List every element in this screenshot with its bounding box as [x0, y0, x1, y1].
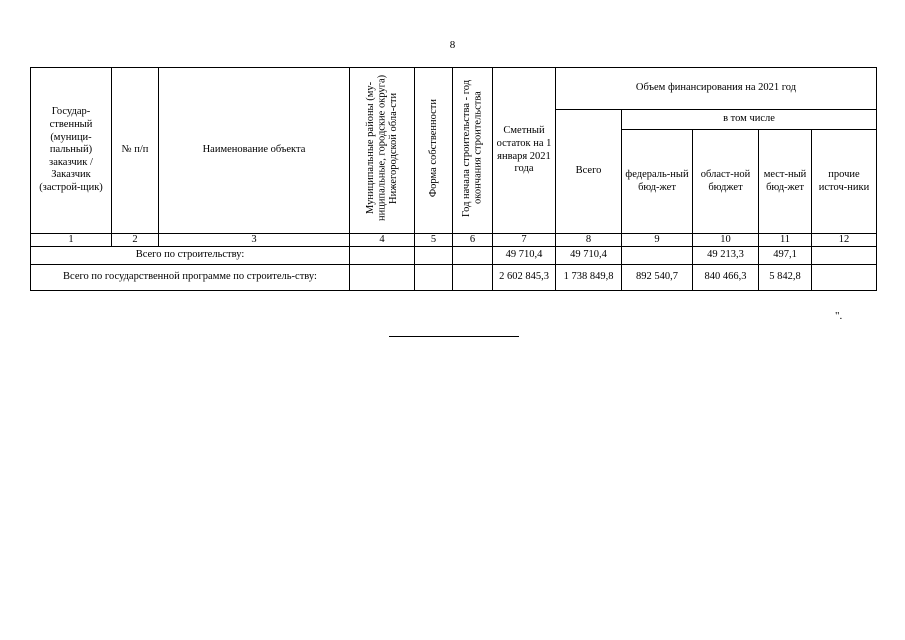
col-number: 2	[112, 234, 159, 247]
cell-regional: 49 213,3	[693, 247, 759, 265]
col-number: 9	[622, 234, 693, 247]
col-number: 10	[693, 234, 759, 247]
cell-regional: 840 466,3	[693, 265, 759, 291]
cell-other	[812, 247, 877, 265]
cell-ownership	[415, 247, 453, 265]
row-label: Всего по государственной программе по строитель-ству:	[31, 265, 350, 291]
header-years	[453, 68, 493, 234]
cell-local: 5 842,8	[759, 265, 812, 291]
header-ownership	[415, 68, 453, 234]
separator-line	[389, 336, 519, 337]
page-number: 8	[449, 39, 456, 51]
header-federal: федераль-ный бюд-жет	[622, 130, 693, 234]
header-customer: Государ-ственный (муници-пальный) заказчик / Заказчик (застрой-щик)	[31, 68, 112, 234]
col-number: 1	[31, 234, 112, 247]
closing-quote: ".	[835, 310, 843, 322]
col-number: 11	[759, 234, 812, 247]
financing-table	[30, 67, 877, 291]
cell-total: 1 738 849,8	[556, 265, 622, 291]
header-total: Всего	[556, 110, 622, 234]
col-number: 4	[350, 234, 415, 247]
row-label: Всего по строительству:	[31, 247, 350, 265]
col-number: 12	[812, 234, 877, 247]
header-districts-text: Муниципальные районы (му-ниципальные, городские округа) Нижегородской обла-сти	[364, 75, 399, 222]
cell-districts	[350, 265, 415, 291]
col-number: 8	[556, 234, 622, 247]
cell-federal	[622, 247, 693, 265]
cell-years	[453, 247, 493, 265]
cell-total: 49 710,4	[556, 247, 622, 265]
col-number: 6	[453, 234, 493, 247]
cell-other	[812, 265, 877, 291]
header-local: мест-ный бюд-жет	[759, 130, 812, 234]
col-number: 3	[159, 234, 350, 247]
header-estimated-balance: Сметный остаток на 1 января 2021 года	[493, 68, 556, 234]
header-districts	[350, 68, 415, 234]
cell-local: 497,1	[759, 247, 812, 265]
cell-estimated-balance: 49 710,4	[493, 247, 556, 265]
header-regional: област-ной бюджет	[693, 130, 759, 234]
header-num: № п/п	[112, 68, 159, 234]
column-number-row	[31, 234, 877, 247]
cell-federal: 892 540,7	[622, 265, 693, 291]
table-row	[31, 265, 877, 291]
header-financing-2021: Объем финансирования на 2021 год	[556, 68, 877, 110]
cell-ownership	[415, 265, 453, 291]
header-ownership-text: Форма собственности	[427, 99, 439, 198]
header-including: в том числе	[622, 110, 877, 130]
cell-years	[453, 265, 493, 291]
header-years-text: Год начала строительства - год окончания строительства	[460, 79, 484, 217]
table-row	[31, 247, 877, 265]
cell-estimated-balance: 2 602 845,3	[493, 265, 556, 291]
cell-districts	[350, 247, 415, 265]
header-object-name: Наименование объекта	[159, 68, 350, 234]
col-number: 7	[493, 234, 556, 247]
header-other: прочие источ-ники	[812, 130, 877, 234]
col-number: 5	[415, 234, 453, 247]
